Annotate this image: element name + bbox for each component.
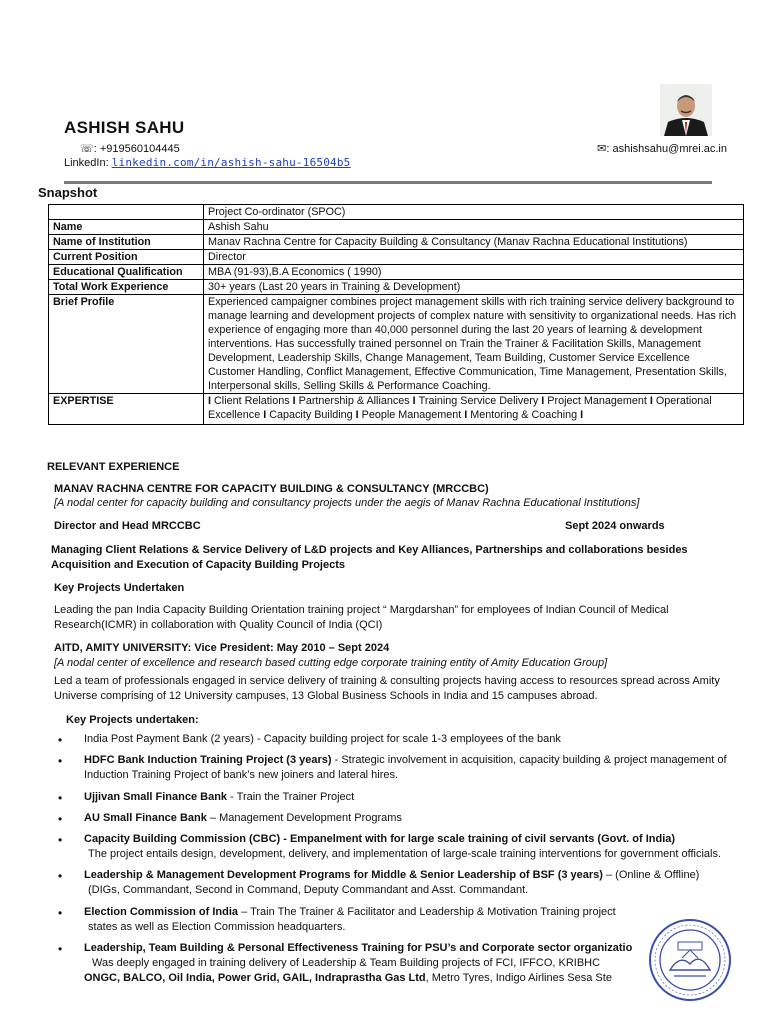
project-clients-rest: , Metro Tyres, Indigo Airlines Sesa Ste xyxy=(425,972,612,985)
list-item xyxy=(58,832,758,862)
project-name: Election Commission of India xyxy=(84,905,239,918)
project-detail: (DIGs, Commandant, Second in Command, Deputy Commandant and Asst. Commandant. xyxy=(88,884,529,897)
phone-number: ☏: +919560104445 xyxy=(80,143,180,155)
project-text: – Management Development Programs xyxy=(206,811,402,824)
table-cell-value: Experienced campaigner combines project management skills with rich training service delivery background to manage learning and development projects of complex nature with sensitivity to organizational needs. Has rich experience of engaging more than 40,000 personnel during the last 20 years of learning & development interventions. Has successfully trained personnel on Train the Trainer & Facilitation Skills, Management Development, Leadership Skills, Change Management, Team Building, Customer Service Excellence Customer Handling, Conflict Management, Effective Communication, Time Management, Presentation Skills, Interpersonal skills, Selling Skills & Performance Coaching. xyxy=(204,295,744,394)
expertise-item: Capacity Building xyxy=(269,409,353,422)
role-title: Director and Head MRCCBC xyxy=(54,520,201,532)
project-name: Leadership, Team Building & Personal Effectiveness Training for PSU’s and Corporate sector organizatio xyxy=(84,941,633,954)
snapshot-table xyxy=(48,204,744,425)
list-item xyxy=(58,790,758,805)
org-tagline: [A nodal center for capacity building and consultancy projects under the aegis of Manav Rachna Educational Institutions] xyxy=(54,497,640,509)
expertise-item: Training Service Delivery xyxy=(418,395,539,408)
table-cell-value: Project Co-ordinator (SPOC) xyxy=(204,205,744,220)
seal-icon xyxy=(636,918,744,1002)
email-address: ✉: ashishsahu@mrei.ac.in xyxy=(597,143,727,155)
person-icon xyxy=(660,84,712,136)
expertise-item: Operational Excellence xyxy=(208,395,712,422)
table-cell-value: Manav Rachna Centre for Capacity Building & Consultancy (Manav Rachna Educational Institutions) xyxy=(204,235,744,250)
project-text: - Strategic involvement in acquisition, capacity building & project management of Induction Training Project of bank’s new joiners and lateral hires. xyxy=(84,754,727,782)
expertise-item: Partnership & Alliances xyxy=(298,395,410,408)
expertise-item: Client Relations xyxy=(214,395,290,408)
institution-seal xyxy=(636,918,744,1002)
table-cell-key: Current Position xyxy=(49,250,204,265)
table-row xyxy=(49,220,744,235)
table-row xyxy=(49,250,744,265)
list-item xyxy=(58,732,758,747)
table-row xyxy=(49,265,744,280)
table-cell-key: Brief Profile xyxy=(49,295,204,394)
project-text: – Train The Trainer & Facilitator and Leadership & Motivation Training project xyxy=(238,905,616,918)
table-row xyxy=(49,394,744,425)
aitd-title: AITD, AMITY UNIVERSITY: Vice President: May 2010 – Sept 2024 xyxy=(54,642,390,654)
project-name: HDFC Bank Induction Training Project (3 years) xyxy=(84,754,332,767)
list-item xyxy=(58,753,758,783)
project-detail: Was deeply engaged in training delivery of Leadership & Team Building projects of FCI, IFFCO, KRIBHC xyxy=(92,957,601,970)
project-text: - Train the Trainer Project xyxy=(227,790,355,803)
table-cell-value: Director xyxy=(204,250,744,265)
expertise-item: Project Management xyxy=(547,395,647,408)
table-cell-empty xyxy=(49,205,204,220)
relevant-experience-heading: RELEVANT EXPERIENCE xyxy=(47,461,180,473)
table-cell-value: Ashish Sahu xyxy=(204,220,744,235)
linkedin-link[interactable]: linkedin.com/in/ashish-sahu-16504b5 xyxy=(111,156,351,169)
table-row xyxy=(49,280,744,295)
table-row xyxy=(49,205,744,220)
org-name: MANAV RACHNA CENTRE FOR CAPACITY BUILDING & CONSULTANCY (MRCCBC) xyxy=(54,483,489,495)
project-detail: states as well as Election Commission headquarters. xyxy=(88,920,346,933)
aitd-summary: Led a team of professionals engaged in service delivery of training & consulting projects having access to resources spread across Amity Universe comprising of 12 University campuses, 13 Global Business Schools in India and 15 campuses abroad. xyxy=(54,675,720,702)
project-name: Capacity Building Commission (CBC) - Empanelment with for large scale training of civil servants (Govt. of India) xyxy=(84,832,676,845)
key-projects-heading: Key Projects undertaken: xyxy=(66,714,199,726)
project-name: AU Small Finance Bank xyxy=(84,811,207,824)
project-detail: The project entails design, development, delivery, and implementation of large-scale training interventions for government officials. xyxy=(88,848,722,861)
table-row xyxy=(49,295,744,394)
key-projects-heading: Key Projects Undertaken xyxy=(54,582,185,594)
candidate-name: ASHISH SAHU xyxy=(64,118,185,137)
profile-photo xyxy=(660,84,712,136)
project-text: – (Online & Offline) xyxy=(602,869,700,882)
table-cell-key: Name of Institution xyxy=(49,235,204,250)
table-cell-value: MBA (91-93),B.A Economics ( 1990) xyxy=(204,265,744,280)
table-cell-value: 30+ years (Last 20 years in Training & Development) xyxy=(204,280,744,295)
expertise-item: Mentoring & Coaching xyxy=(470,409,578,422)
project-description: Leading the pan India Capacity Building Orientation training project “ Margdarshan” for employees of Indian Council of Medical Research(ICMR) in collaboration with Quality Council of India (QCI) xyxy=(54,604,669,631)
aitd-tagline: [A nodal center of excellence and research based cutting edge corporate training entity of Amity Education Group] xyxy=(54,657,608,669)
header-divider xyxy=(64,181,712,184)
table-cell-key: EXPERTISE xyxy=(49,394,204,425)
table-cell-key: Total Work Experience xyxy=(49,280,204,295)
list-item xyxy=(58,868,758,898)
table-cell-key: Name xyxy=(49,220,204,235)
table-cell-key: Educational Qualification xyxy=(49,265,204,280)
expertise-list: I Client Relations I Partnership & Alliances I Training Service Delivery I Project Management I Operational Excellence I Capacity Building I People Management I Mentoring & Coaching I xyxy=(204,394,744,425)
expertise-item: People Management xyxy=(361,409,462,422)
project-text: India Post Payment Bank (2 years) - Capacity building project for scale 1-3 employees of the bank xyxy=(84,733,561,745)
linkedin-label: LinkedIn: xyxy=(64,157,109,169)
snapshot-heading: Snapshot xyxy=(38,185,98,200)
project-clients: ONGC, BALCO, Oil India, Power Grid, GAIL, Indraprastha Gas Ltd xyxy=(84,972,426,985)
project-name: Ujjivan Small Finance Bank xyxy=(84,790,228,803)
list-item xyxy=(58,811,758,826)
role-summary: Managing Client Relations & Service Delivery of L&D projects and Key Alliances, Partnerships and collaborations besides Acquisition and Execution of Capacity Building Projects xyxy=(51,544,688,571)
linkedin-line xyxy=(64,156,351,171)
table-row xyxy=(49,235,744,250)
role-period: Sept 2024 onwards xyxy=(565,520,665,532)
project-name: Leadership & Management Development Programs for Middle & Senior Leadership of BSF (3 years) xyxy=(84,869,603,882)
